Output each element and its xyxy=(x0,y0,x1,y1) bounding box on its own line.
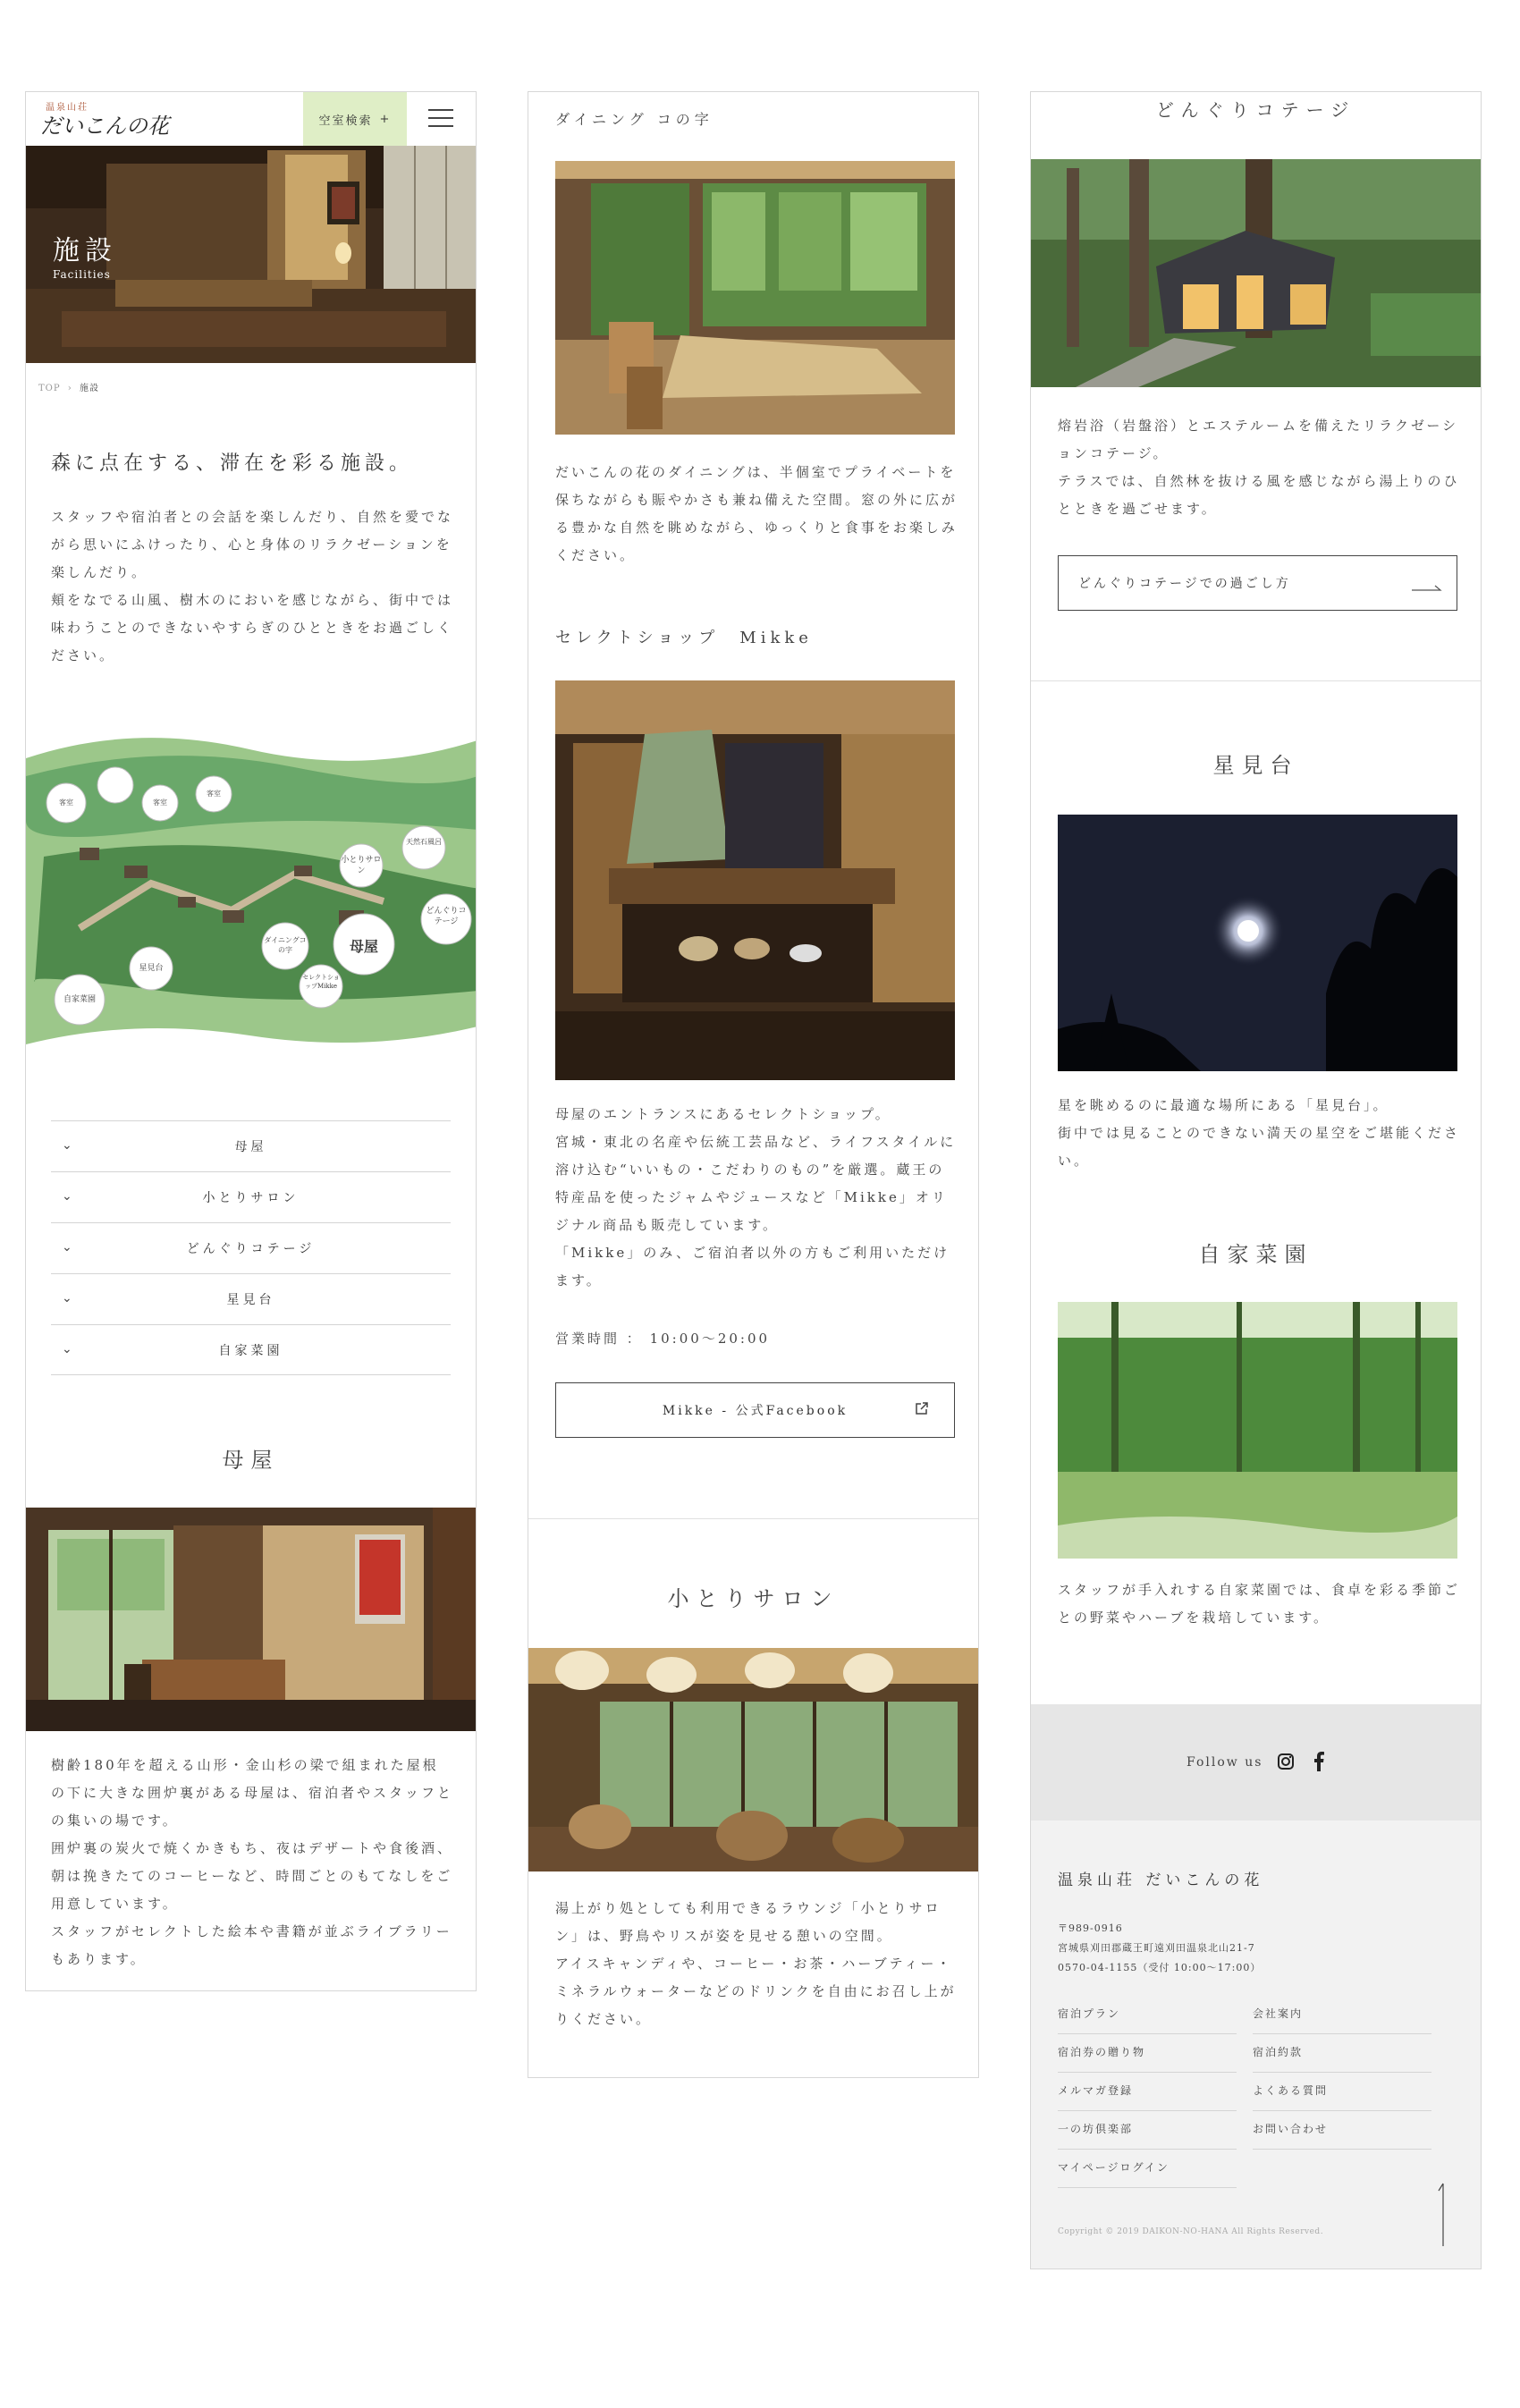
footer-link-company[interactable]: 会社案内 xyxy=(1253,2006,1431,2034)
dining-text: だいこんの花のダイニングは、半個室でプライベートを保ちながらも賑やかさも兼ね備えた空間。窓の外に広がる豊かな自然を眺めながら、ゆっくりと食事をお楽しみください。 xyxy=(555,464,958,563)
map-label-shop[interactable]: セレクトショップMikke xyxy=(302,974,340,990)
chevron-down-icon: ⌄ xyxy=(62,1291,76,1305)
hamburger-menu-icon[interactable] xyxy=(428,109,453,129)
site-header xyxy=(26,92,477,146)
column-main-bottom xyxy=(1030,91,1482,2269)
site-footer xyxy=(1031,1821,1482,2269)
accordion-item-garden[interactable] xyxy=(51,1324,451,1375)
map-label-room[interactable]: 客室 xyxy=(59,798,73,807)
map-label-room[interactable]: 客室 xyxy=(153,798,167,807)
page-top-arrow-icon[interactable] xyxy=(1437,2182,1449,2250)
hero-image xyxy=(26,146,477,363)
accordion-item-main-house[interactable] xyxy=(51,1120,451,1171)
accordion-item-label: 自家菜園 xyxy=(218,1343,283,1358)
shop-photo xyxy=(555,680,955,1080)
follow-band xyxy=(1031,1704,1482,1821)
instagram-icon[interactable] xyxy=(1277,1753,1295,1774)
footer-link-newsletter[interactable]: メルマガ登録 xyxy=(1058,2083,1237,2111)
salon-photo xyxy=(528,1648,979,1871)
map-label-stars[interactable]: 星見台 xyxy=(139,964,164,973)
cottage-title: どんぐりコテージ xyxy=(1155,99,1356,121)
footer-link-faq[interactable]: よくある質問 xyxy=(1253,2083,1431,2111)
hours-value: 10:00〜20:00 xyxy=(649,1331,771,1347)
cottage-button-label: どんぐりコテージでの過ごし方 xyxy=(1078,577,1291,591)
search-button-label: 空室検索 xyxy=(318,114,373,128)
accordion-item-salon[interactable] xyxy=(51,1171,451,1222)
hours-label: 営業時間 xyxy=(555,1331,621,1347)
salon-text: 湯上がり処としても利用できるラウンジ「小とりサロン」は、野鳥やリスが姿を見せる憩いの空間。 アイスキャンディや、コーヒー・お茶・ハーブティー・ミネラルウォーターなどのドリンクを自由にお召し上がりください。 xyxy=(555,1900,957,2027)
main-house-text: 樹齢180年を超える山形・金山杉の梁で組まれた屋根の下に大きな囲炉裏がある母屋は、宿泊者やスタッフとの集いの場です。 囲炉裏の炭火で焼くかきもち、夜はデザートや食後酒、朝は挽きたてのコーヒーなど、時間ごとのもてなしをご用意しています。 スタッフがセレクトした絵本や書籍が並ぶライブラリーもあります。 xyxy=(51,1757,454,1967)
chevron-down-icon: ⌄ xyxy=(62,1189,76,1204)
footer-brand: 温泉山荘 だいこんの花 xyxy=(1058,1871,1264,1889)
facility-map xyxy=(26,722,477,1062)
footer-tel: 0570-04-1155（受付 10:00〜17:00） xyxy=(1058,1962,1262,1973)
availability-search-button[interactable] xyxy=(303,92,407,146)
facility-accordion xyxy=(51,1120,451,1375)
accordion-item-label: 小とりサロン xyxy=(202,1191,300,1205)
facebook-button-label: Mikke - 公式Facebook xyxy=(662,1404,849,1418)
column-main-top xyxy=(25,91,477,1991)
footer-link-terms[interactable]: 宿泊約款 xyxy=(1253,2044,1431,2073)
section-divider xyxy=(528,1518,979,1519)
chevron-down-icon: ⌄ xyxy=(62,1342,76,1356)
map-label-bath[interactable]: 天然石風呂 xyxy=(406,838,442,846)
breadcrumb-top-link[interactable]: TOP xyxy=(38,384,61,393)
map-label-salon[interactable]: 小とりサロン xyxy=(341,856,382,875)
garden-title: 自家菜園 xyxy=(1198,1242,1313,1267)
footer-link-contact[interactable]: お問い合わせ xyxy=(1253,2121,1431,2150)
breadcrumb-current: 施設 xyxy=(79,384,99,393)
plus-icon: + xyxy=(379,112,392,126)
footer-zip: 〒989-0916 xyxy=(1058,1922,1123,1934)
facebook-link-button[interactable] xyxy=(555,1382,955,1438)
footer-link-gift[interactable]: 宿泊券の贈り物 xyxy=(1058,2044,1237,2073)
chevron-down-icon: ⌄ xyxy=(62,1240,76,1255)
footer-link-mypage[interactable]: マイページログイン xyxy=(1058,2159,1237,2188)
breadcrumb-separator: › xyxy=(67,384,72,393)
map-label-garden[interactable]: 自家菜園 xyxy=(63,995,96,1004)
accordion-item-label: 母屋 xyxy=(234,1140,267,1154)
column-main-middle xyxy=(528,91,979,2078)
chevron-down-icon: ⌄ xyxy=(62,1138,76,1153)
accordion-item-label: どんぐりコテージ xyxy=(186,1242,316,1256)
map-label-dining[interactable]: ダイニングコの字 xyxy=(264,936,307,954)
site-logo[interactable]: だいこんの花 xyxy=(40,114,169,139)
hero-title: 施設 xyxy=(53,235,117,266)
shop-title: セレクトショップ Mikke xyxy=(555,629,813,647)
map-label-main-house[interactable]: 母屋 xyxy=(349,938,378,955)
dining-title: ダイニング コの字 xyxy=(555,111,714,128)
shop-hours xyxy=(555,1329,770,1348)
salon-title: 小とりサロン xyxy=(667,1586,840,1611)
main-house-photo xyxy=(26,1508,477,1731)
cottage-photo xyxy=(1031,159,1482,387)
garden-text: スタッフが手入れする自家菜園では、食卓を彩る季節ごとの野菜やハーブを栽培しています。 xyxy=(1058,1582,1461,1626)
hero-subtitle: Facilities xyxy=(53,268,111,281)
map-label-cottage[interactable]: どんぐりコテージ xyxy=(426,907,467,926)
hours-separator: ： xyxy=(626,1331,643,1347)
page-heading: 森に点在する、滞在を彩る施設。 xyxy=(51,452,414,475)
copyright: Copyright © 2019 DAIKON-NO-HANA All Rights Reserved. xyxy=(1058,2227,1324,2236)
follow-label: Follow us xyxy=(1186,1755,1263,1770)
breadcrumb xyxy=(38,380,99,393)
logo-tagline: 温泉山荘 xyxy=(46,103,89,113)
map-label-room[interactable]: 客室 xyxy=(207,790,221,798)
accordion-item-stars[interactable] xyxy=(51,1273,451,1324)
facebook-icon[interactable] xyxy=(1313,1752,1324,1775)
footer-link-club[interactable]: 一の坊倶楽部 xyxy=(1058,2121,1237,2150)
external-link-icon xyxy=(915,1401,929,1419)
section-title-main-house: 母屋 xyxy=(222,1448,280,1473)
footer-link-plans[interactable]: 宿泊プラン xyxy=(1058,2006,1237,2034)
cottage-guide-button[interactable] xyxy=(1058,555,1457,611)
arrow-right-icon xyxy=(1412,581,1442,596)
accordion-item-label: 星見台 xyxy=(226,1293,275,1307)
stars-photo xyxy=(1058,815,1457,1071)
stars-title: 星見台 xyxy=(1212,753,1299,778)
section-divider xyxy=(1031,680,1482,681)
shop-text: 母屋のエントランスにあるセレクトショップ。 宮城・東北の名産や伝統工芸品など、ライフスタイルに溶け込む“いいもの・こだわりのもの”を厳選。蔵王の特産品を使ったジャムやジュースなど「Mikke」オリジナル商品も販売しています。 「Mikke」のみ、ご宿泊者以外の方もご利用いただけます。 xyxy=(555,1106,957,1288)
intro-text: スタッフや宿泊者との会話を楽しんだり、自然を愛でながら思いにふけったり、心と身体のリラクゼーションを楽しんだり。 頬をなでる山風、樹木のにおいを感じながら、街中では味わうことのできないやすらぎのひとときをお過ごしください。 xyxy=(51,509,454,663)
cottage-text: 熔岩浴（岩盤浴）とエステルームを備えたリラクゼーションコテージ。 テラスでは、自然林を抜ける風を感じながら湯上りのひとときを過ごせます。 xyxy=(1058,418,1460,517)
footer-address: 宮城県刈田郡蔵王町遠刈田温泉北山21-7 xyxy=(1058,1942,1255,1954)
garden-photo xyxy=(1058,1302,1457,1559)
dining-photo xyxy=(555,161,955,435)
stars-text: 星を眺めるのに最適な場所にある「星見台」。 街中では見ることのできない満天の星空をご堪能ください。 xyxy=(1058,1097,1461,1169)
accordion-item-cottage[interactable] xyxy=(51,1222,451,1273)
